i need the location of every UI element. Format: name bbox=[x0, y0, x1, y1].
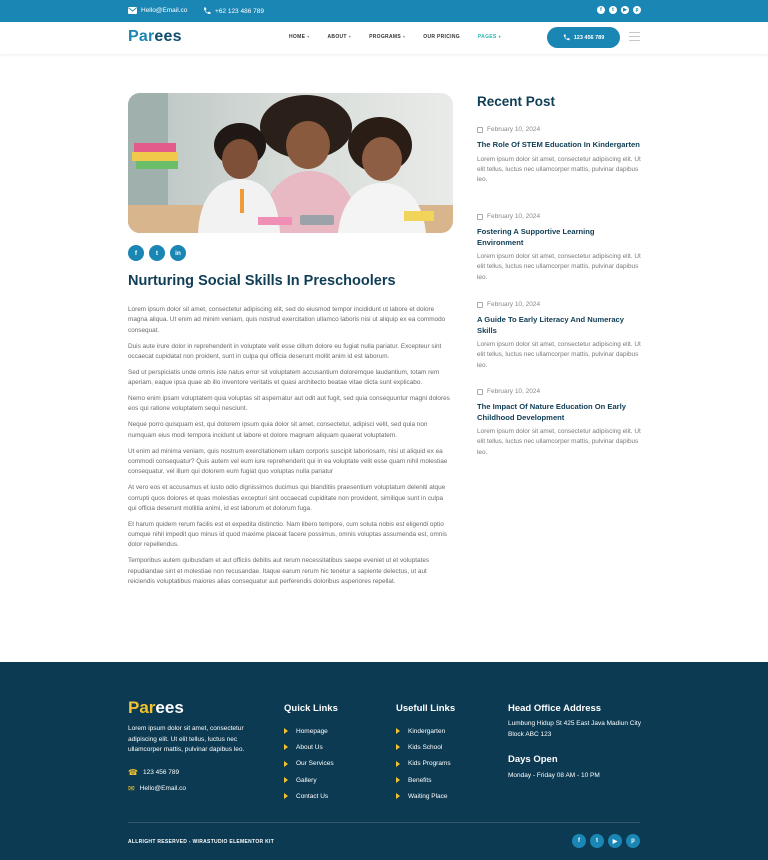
recent-post-link[interactable]: The Role Of STEM Education In Kindergarten bbox=[477, 140, 640, 149]
useful-link-item[interactable] bbox=[396, 739, 451, 755]
caret-right-icon bbox=[396, 744, 400, 750]
useful-link-item[interactable] bbox=[396, 756, 451, 772]
caret-right-icon bbox=[396, 728, 400, 734]
topbar-phone[interactable] bbox=[203, 7, 264, 15]
post-paragraph: Ut enim ad minima veniam, quis nostrum exercitationem ullam corporis suscipit laboriosam, nisi ut aliquid ex ea commodi consequatur? Quis autem vel eum iure reprehenderit qui in ea voluptate velit esse quam nihil molestiae consequatur, vel illum qui dolorem eum fugiat quo voluptas nulla pariatur bbox=[128, 447, 448, 476]
post-body bbox=[128, 305, 453, 593]
recent-post-item bbox=[477, 126, 641, 185]
caret-right-icon bbox=[284, 728, 288, 734]
topbar-phone-text: +62 123 486 789 bbox=[215, 7, 264, 15]
quick-links-title: Quick Links bbox=[284, 703, 338, 714]
post-date bbox=[477, 301, 641, 308]
nav-item-pricing[interactable] bbox=[423, 34, 460, 40]
post-paragraph: Lorem ipsum dolor sit amet, consectetur adipiscing elit, sed do eiusmod tempor incididunt ut labore et dolore magna aliqua. Ut enim ad minim veniam, quis nostrud exercitation ullamco laboris nisi ut aliquip ex ea commodo consequat. bbox=[128, 306, 446, 334]
post-title: Nurturing Social Skills In Preschoolers bbox=[128, 273, 396, 289]
useful-link-item[interactable] bbox=[396, 772, 451, 788]
caret-right-icon bbox=[284, 744, 288, 750]
quick-link-label: Our Services bbox=[296, 760, 334, 768]
quick-link-label: About Us bbox=[296, 743, 323, 751]
top-bar bbox=[0, 0, 768, 22]
useful-link-item[interactable] bbox=[396, 788, 451, 804]
recent-post-item bbox=[477, 388, 641, 458]
nav-item-label: PROGRAMS bbox=[369, 34, 401, 40]
useful-link-label: Kids Programs bbox=[408, 760, 451, 768]
share-facebook-icon[interactable]: f bbox=[128, 245, 144, 261]
phone-button-label: 123 456 789 bbox=[573, 34, 605, 41]
post-paragraph: Temporibus autem quibusdam et aut officiis debitis aut rerum necessitatibus saepe eveniet ut et voluptates repudiandae sint et molestiae non recusandae. Itaque earum rerum hic tenetur a sapiente delectus, ut aut reiciendis voluptatibus maiores alias consequatur aut perferendis doloribus asperiores repellat. bbox=[128, 557, 430, 586]
mail-icon bbox=[128, 7, 137, 14]
phone-icon: ☎ bbox=[128, 768, 138, 777]
useful-link-item[interactable] bbox=[396, 723, 451, 739]
useful-links-list bbox=[396, 723, 451, 804]
quick-links-list bbox=[284, 723, 334, 804]
days-open-title: Days Open bbox=[508, 754, 558, 765]
chevron-down-icon: ▾ bbox=[307, 34, 310, 39]
recent-post-item bbox=[477, 301, 641, 371]
recent-post-link[interactable]: Fostering A Supportive Learning Environment bbox=[477, 227, 595, 247]
quick-link-item[interactable] bbox=[284, 756, 334, 772]
topbar-socials bbox=[597, 6, 641, 14]
nav-item-label: PAGES bbox=[477, 34, 497, 40]
youtube-icon[interactable]: ▶ bbox=[608, 834, 622, 848]
quick-link-item[interactable] bbox=[284, 772, 334, 788]
recent-post-title: Recent Post bbox=[477, 94, 556, 109]
caret-right-icon bbox=[284, 793, 288, 799]
share-twitter-icon[interactable]: t bbox=[149, 245, 165, 261]
footer bbox=[0, 662, 768, 860]
footer-email[interactable] bbox=[128, 784, 186, 793]
children-reading-illustration bbox=[128, 93, 453, 233]
chevron-down-icon: ▾ bbox=[402, 34, 406, 39]
hamburger-menu-icon[interactable] bbox=[629, 32, 640, 44]
useful-links-title: Usefull Links bbox=[396, 703, 456, 714]
calendar-icon bbox=[477, 127, 483, 133]
caret-right-icon bbox=[284, 761, 288, 767]
phone-icon bbox=[203, 7, 211, 15]
logo-part-a: Par bbox=[128, 28, 155, 45]
facebook-icon[interactable]: f bbox=[597, 6, 605, 14]
recent-post-link[interactable]: The Impact Of Nature Education On Early Childhood Development bbox=[477, 402, 626, 422]
post-paragraph: At vero eos et accusamus et iusto odio dignissimos ducimus qui blanditiis praesentium voluptatum deleniti atque corrupti quos dolores et quas molestias excepturi sint occaecati cupiditate non provident, similique sunt in culpa qui officia deserunt mollitia animi, id est laborum et dolorum fuga. bbox=[128, 484, 446, 512]
mail-icon: ✉ bbox=[128, 784, 135, 793]
facebook-icon[interactable]: f bbox=[572, 834, 586, 848]
nav-item-pages[interactable] bbox=[478, 34, 501, 40]
share-buttons bbox=[128, 245, 186, 261]
pinterest-icon[interactable]: p bbox=[633, 6, 641, 14]
footer-socials bbox=[572, 834, 640, 848]
phone-button[interactable] bbox=[547, 27, 620, 48]
post-paragraph: Nemo enim ipsam voluptatem quia voluptas sit aspernatur aut odit aut fugit, sed quia consequuntur magni dolores eos qui ratione voluptatem sequi nesciunt. bbox=[128, 395, 450, 413]
post-date-text: February 10, 2024 bbox=[487, 301, 541, 308]
recent-post-excerpt: Lorem ipsum dolor sit amet, consectetur adipiscing elit. Ut elit tellus, luctus nec ullamcorper mattis, pulvinar dapibus leo. bbox=[477, 155, 641, 184]
office-address: Lumbung Hidup St 425 East Java Madiun City Block ABC 123 bbox=[508, 720, 641, 738]
footer-email-text: Hello@Email.co bbox=[139, 785, 187, 792]
useful-link-label: Waiting Place bbox=[408, 792, 448, 800]
site-logo[interactable] bbox=[128, 28, 182, 46]
quick-link-label: Gallery bbox=[296, 776, 317, 784]
twitter-icon[interactable]: t bbox=[609, 6, 617, 14]
footer-divider bbox=[128, 822, 640, 823]
footer-description: Lorem ipsum dolor sit amet, consectetur adipiscing elit. Ut elit tellus, luctus nec ullamcorper mattis, pulvinar dapibus leo. bbox=[128, 725, 245, 753]
post-paragraph: Neque porro quisquam est, qui dolorem ipsum quia dolor sit amet, consectetur, adipisci velit, sed quia non numquam eius modi tempora incidunt ut labore et dolore magnam aliquam quaerat voluptatem. bbox=[128, 421, 428, 439]
caret-right-icon bbox=[396, 761, 400, 767]
post-date-text: February 10, 2024 bbox=[487, 126, 541, 133]
post-paragraph: Sed ut perspiciatis unde omnis iste natus error sit voluptatem accusantium doloremque laudantium, totam rem aperiam, eaque ipsa quae ab illo inventore veritatis et quasi architecto beatae vitae dicta sunt explicabo. bbox=[128, 368, 440, 387]
recent-post-excerpt: Lorem ipsum dolor sit amet, consectetur adipiscing elit. Ut elit tellus, luctus nec ullamcorper mattis, pulvinar dapibus leo. bbox=[477, 253, 641, 281]
nav-item-programs[interactable] bbox=[369, 34, 405, 40]
post-date bbox=[477, 213, 641, 220]
quick-link-label: Homepage bbox=[296, 727, 328, 735]
nav-item-about[interactable] bbox=[328, 34, 352, 40]
post-paragraph: Et harum quidem rerum facilis est et expedita distinctio. Nam libero tempore, cum soluta nobis est eligendi optio cumque nihil impedit quo minus id quod maxime placeat facere possimus, omnis voluptas assumenda est, omnis dolor repellendus. bbox=[128, 520, 447, 549]
footer-phone[interactable] bbox=[128, 768, 179, 777]
nav-item-label: HOME bbox=[289, 34, 306, 40]
logo-part-b: ees bbox=[154, 28, 182, 45]
nav-item-label: OUR PRICING bbox=[423, 34, 460, 40]
recent-post-excerpt: Lorem ipsum dolor sit amet, consectetur adipiscing elit. Ut elit tellus, luctus nec ullamcorper mattis, pulvinar dapibus leo. bbox=[477, 428, 641, 456]
useful-link-label: Kids School bbox=[408, 743, 443, 751]
calendar-icon bbox=[477, 389, 483, 395]
post-paragraph: Duis aute irure dolor in reprehenderit in voluptate velit esse cillum dolore eu fugiat nulla pariatur. Excepteur sint occaecat cupidatat non proident, sunt in culpa qui officia deserunt mollit anim id est laborum. bbox=[128, 342, 442, 360]
share-linkedin-icon[interactable]: in bbox=[170, 245, 186, 261]
useful-link-label: Kindergarten bbox=[408, 727, 446, 735]
chevron-down-icon: ▾ bbox=[498, 34, 501, 39]
topbar-email-text: Hello@Email.co bbox=[141, 7, 188, 14]
quick-link-item[interactable] bbox=[284, 739, 334, 755]
recent-post-link[interactable]: A Guide To Early Literacy And Numeracy Skills bbox=[477, 315, 624, 335]
nav-menu bbox=[289, 34, 501, 40]
office-title: Head Office Address bbox=[508, 703, 602, 714]
youtube-icon[interactable]: ▶ bbox=[621, 6, 629, 14]
copyright: ALLRIGHT RESERVED - WIRASTUDIO ELEMENTOR KIT bbox=[128, 839, 275, 845]
post-date-text: February 10, 2024 bbox=[487, 388, 541, 395]
phone-icon bbox=[563, 34, 570, 41]
post-featured-image bbox=[128, 93, 453, 233]
main-nav bbox=[0, 22, 768, 54]
footer-logo-part-a: Par bbox=[128, 698, 156, 717]
post-date bbox=[477, 388, 641, 395]
quick-link-label: Contact Us bbox=[296, 792, 329, 800]
calendar-icon bbox=[477, 214, 483, 220]
footer-logo[interactable] bbox=[128, 698, 184, 718]
footer-phone-text: 123 456 789 bbox=[142, 769, 180, 776]
caret-right-icon bbox=[396, 793, 400, 799]
days-open-text: Monday - Friday 08 AM - 10 PM bbox=[508, 772, 600, 779]
nav-item-home[interactable] bbox=[289, 34, 310, 40]
pinterest-icon[interactable]: p bbox=[626, 834, 640, 848]
twitter-icon[interactable]: t bbox=[590, 834, 604, 848]
quick-link-item[interactable] bbox=[284, 788, 334, 804]
post-date bbox=[477, 126, 641, 133]
calendar-icon bbox=[477, 302, 483, 308]
caret-right-icon bbox=[396, 777, 400, 783]
recent-post-excerpt: Lorem ipsum dolor sit amet, consectetur adipiscing elit. Ut elit tellus, luctus nec ullamcorper mattis, pulvinar dapibus leo. bbox=[477, 341, 641, 369]
quick-link-item[interactable] bbox=[284, 723, 334, 739]
post-date-text: February 10, 2024 bbox=[487, 213, 541, 220]
footer-logo-part-b: ees bbox=[155, 698, 184, 717]
caret-right-icon bbox=[284, 777, 288, 783]
recent-post-item bbox=[477, 213, 641, 283]
useful-link-label: Benefits bbox=[408, 776, 432, 784]
nav-item-label: ABOUT bbox=[327, 34, 347, 40]
chevron-down-icon: ▾ bbox=[348, 34, 352, 39]
topbar-email[interactable] bbox=[128, 7, 187, 14]
